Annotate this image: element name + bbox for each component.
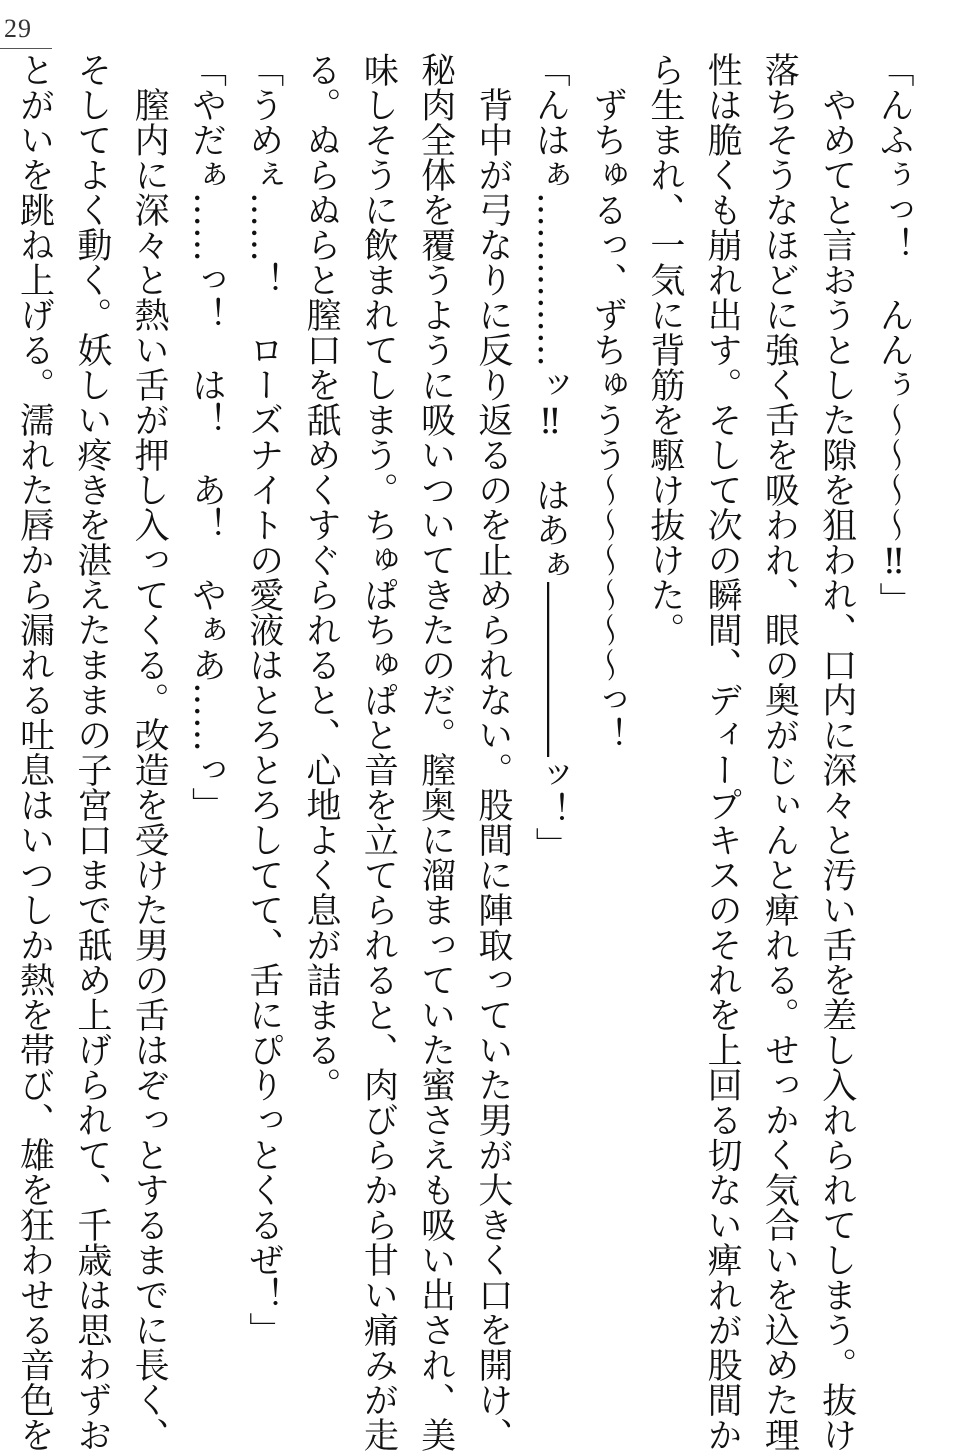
text-line: やめてと言おうとした隙を狙われ、口内に深々と汚い舌を差し入れられてしまう。抜け xyxy=(816,52,857,1452)
text-line: 「うめぇ……！ ローズナイトの愛液はとろとろしてて、舌にぴりっとくるぜ！」 xyxy=(243,52,284,1347)
text-line xyxy=(0,52,5,1352)
text-lines xyxy=(0,52,922,1452)
text-line: 膣内に深々と熱い舌が押し入ってくる。改造を受けた男の舌はぞっとするまでに長く、 xyxy=(129,52,170,1452)
text-line: 「んはぁ……………ッ‼ はあぁ―――――ッ！」 xyxy=(530,52,571,862)
text-line: とがいを跳ね上げる。濡れた唇から漏れる吐息はいつしか熱を帯び、雄を狂わせる音色を xyxy=(14,52,55,1452)
text-line: 背中が弓なりに反り返るのを止められない。股間に陣取っていた男が大きく口を開け、 xyxy=(472,52,513,1452)
text-line: ずちゅるっ、ずちゅうう〜〜〜〜〜〜っ！ xyxy=(587,52,628,752)
text-line: 落ちそうなほどに強く舌を吸われ、眼の奥がじぃんと痺れる。せっかく気合いを込めた理 xyxy=(759,52,800,1452)
text-line: 「やだぁ……っ！ は！ あ！ やぁあ……っ」 xyxy=(186,52,227,822)
page-number: 29 xyxy=(4,14,32,43)
text-line: 味しそうに飲まれてしまう。ちゅぱちゅぱと音を立てられると、肉びらから甘い痛みが走 xyxy=(358,52,399,1452)
text-line: ら生まれ、一気に背筋を駆け抜けた。 xyxy=(644,52,685,647)
text-line: 「んふぅっ！ んんぅ〜〜〜〜‼」 xyxy=(874,52,914,617)
page-number-divider xyxy=(0,48,52,49)
text-line: 秘肉全体を覆うように吸いついてきたのだ。膣奥に溜まっていた蜜さえも吸い出され、美 xyxy=(415,52,456,1452)
text-line: そしてよく動く。妖しい疼きを湛えたままの子宮口まで舐め上げられて、千歳は思わずお xyxy=(71,52,112,1452)
text-line: 性は脆くも崩れ出す。そして次の瞬間、ディープキスのそれを上回る切ない痺れが股間か xyxy=(702,52,743,1452)
vertical-text-body xyxy=(0,52,922,1452)
text-line: る。ぬらぬらと膣口を舐めくすぐられると、心地よく息が詰まる。 xyxy=(301,52,342,1102)
